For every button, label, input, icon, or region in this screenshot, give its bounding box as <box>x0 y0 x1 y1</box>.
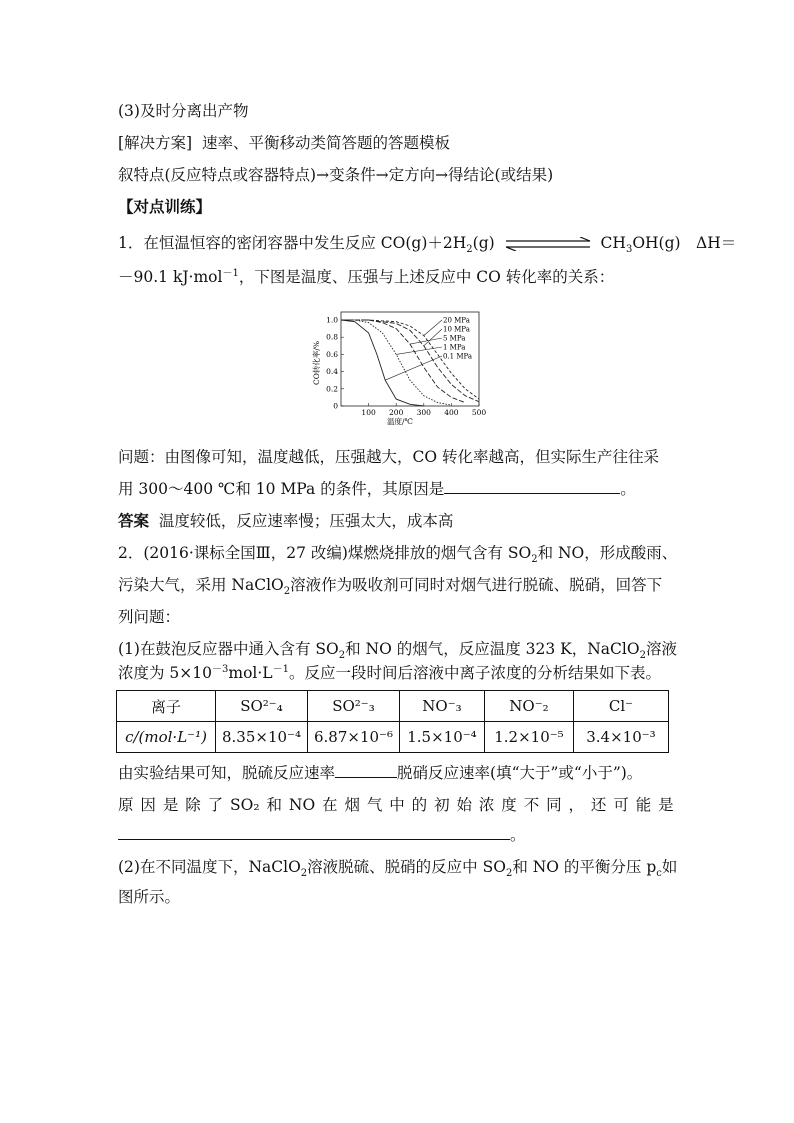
solution-heading: [解决方案] 速率、平衡移动类简答题的答题模板 <box>118 134 450 152</box>
part-2-line-2: 图所示。 <box>118 888 181 906</box>
part-1-line-2: 浓度为 $5\times 10^{-3}mol\cdot L^{-1}$。反应一段时间后溶液中离子浓度的分析结果如下表。 <box>118 663 661 682</box>
table-header-cell: SO²⁻₃ <box>307 691 399 722</box>
result-line-2: 原 因 是 除 了 SO₂ 和 NO 在 烟 气 中 的 初 始 浓 度 不 同 ， 还 可 能 是 <box>118 796 674 814</box>
answer-blank-2[interactable] <box>335 762 397 778</box>
x-tick-label: 500 <box>471 408 487 417</box>
question-1-ask-line-1: 问题：由图像可知，温度越低，压强越大，CO 转化率越高，但实际生产往往采 <box>118 448 659 466</box>
table-header-cell: SO²⁻₄ <box>216 691 308 722</box>
x-axis-label: 温度/℃ <box>387 417 413 426</box>
result-line-1: 由实验结果可知，脱硫反应速率 脱硝反应速率(填“大于”或“小于”)。 <box>118 764 643 782</box>
table-cell: 1.2×10⁻⁵ <box>484 722 573 753</box>
equilibrium-arrow-icon <box>504 237 592 251</box>
question-2-line-1: 2．(2016·课标全国Ⅲ，27 改编)煤燃烧排放的烟气含有 $SO_2$和 NO，形成酸雨、 <box>118 544 678 566</box>
answer-blank-1[interactable] <box>444 478 620 494</box>
y-tick-label: 0.6 <box>326 349 338 359</box>
series-label-1: 10 MPa <box>443 325 470 334</box>
series-line-3 <box>341 320 451 405</box>
series-label-4: 0.1 MPa <box>443 352 473 361</box>
x-tick-label: 300 <box>416 408 431 417</box>
table-header-cell: NO⁻₃ <box>399 691 484 722</box>
question-1-ask-line-2: 用 300～400 ℃和 10 MPa 的条件，其原因是 。 <box>118 480 636 498</box>
result-line-3: 。 <box>118 824 526 846</box>
template-line: 叙特点(反应特点或容器特点)→变条件→定方向→得结论(或结果) <box>118 166 554 184</box>
answer-blank-3[interactable] <box>118 824 510 840</box>
answer-line: 答案 温度较低，反应速率慢；压强太大，成本高 <box>118 511 454 530</box>
text-line-1: (3)及时分离出产物 <box>118 102 249 120</box>
x-tick-label: 100 <box>361 408 376 417</box>
table-cell: 6.87×10⁻⁶ <box>307 722 399 753</box>
table-row <box>117 722 669 753</box>
table-header-row <box>117 691 669 722</box>
y-tick-label: 0.4 <box>326 367 338 377</box>
series-leader-4 <box>385 356 442 380</box>
x-tick-label: 400 <box>444 408 459 417</box>
x-tick-label: 200 <box>389 408 404 417</box>
series-label-2: 5 MPa <box>443 334 466 343</box>
section-heading: 【对点训练】 <box>118 197 212 216</box>
table-row-label: c/(mol·L⁻¹) <box>117 722 216 753</box>
question-1-line-2: －90.1 kJ·mol$^{-1}$，下图是温度、压强与上述反应中 CO 转化率的关系： <box>118 267 615 286</box>
table-cell: 3.4×10⁻³ <box>573 722 668 753</box>
series-leader-1 <box>424 329 442 346</box>
part-1-line-1: (1)在鼓泡反应器中通入含有 $SO_2$和 NO 的烟气，反应温度 323 K，NaClO$_2$溶液 <box>118 640 677 662</box>
y-tick-label: 0.8 <box>326 332 338 342</box>
part-2-line-1: (2)在不同温度下，NaClO$_2$溶液脱硫、脱硝的反应中 $SO_2$和 NO 的平衡分压 $p_c$如 <box>118 858 678 880</box>
table-header-cell: Cl⁻ <box>573 691 668 722</box>
series-label-0: 20 MPa <box>443 316 470 325</box>
y-tick-label: 0.2 <box>326 384 338 394</box>
y-axis-label: CO转化率/% <box>312 340 321 386</box>
ion-concentration-table <box>116 690 669 753</box>
y-tick-label: 0 <box>333 401 338 411</box>
y-tick-label: 1.0 <box>326 315 338 325</box>
question-2-line-3: 列问题： <box>118 608 181 626</box>
table-cell: 8.35×10⁻⁴ <box>216 722 308 753</box>
co-conversion-chart <box>305 300 495 430</box>
series-label-3: 1 MPa <box>443 343 466 352</box>
table-header-cell: 离子 <box>117 691 216 722</box>
table-cell: 1.5×10⁻⁴ <box>399 722 484 753</box>
table-header-cell: NO⁻₂ <box>484 691 573 722</box>
question-2-line-2: 污染大气，采用 NaClO$_2$溶液作为吸收剂可同时对烟气进行脱硫、脱硝，回答下 <box>118 576 663 598</box>
series-leader-0 <box>424 320 442 335</box>
question-1-line-1: 1．在恒温恒容的密闭容器中发生反应 $CO(g)+2H_2(g)$ $CH_3OH(g)$ ΔH＝ <box>118 234 737 256</box>
